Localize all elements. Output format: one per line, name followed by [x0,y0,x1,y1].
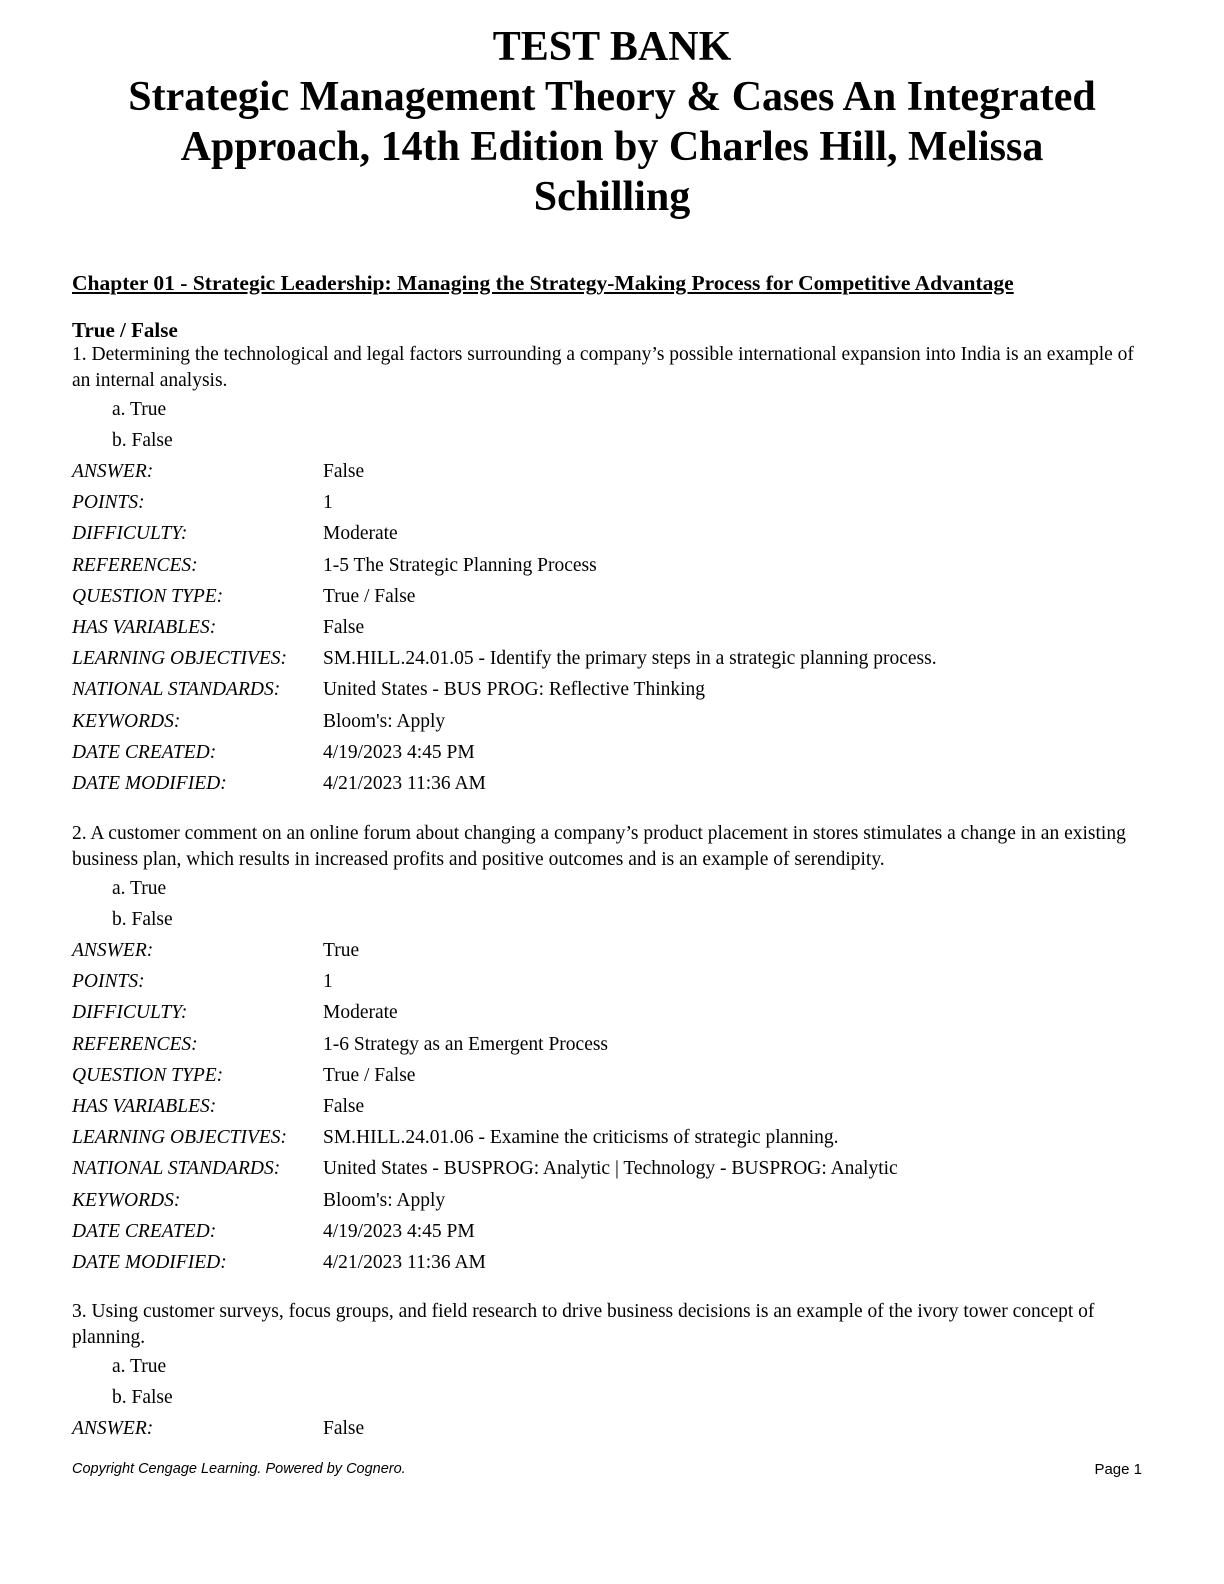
meta-date-created [72,737,1152,768]
meta-has-variables [72,1091,1152,1122]
meta-value: 1-6 Strategy as an Emergent Process [323,1033,609,1055]
meta-value: False [323,1096,365,1118]
title-line-3: Approach, 14th Edition by Charles Hill, Melissa [180,124,1044,170]
title-line-4: Schilling [533,174,691,220]
section-heading: True / False [72,318,178,342]
meta-value: Moderate [323,1002,398,1024]
meta-answer [72,456,1152,487]
meta-label: QUESTION TYPE: [72,585,224,607]
meta-label: DATE CREATED: [72,1220,217,1242]
choice-b: b. False [112,430,173,451]
meta-learning-objectives [72,643,1152,674]
footer-page-number: Page 1 [1094,1461,1142,1478]
meta-label: NATIONAL STANDARDS: [72,1158,281,1180]
meta-label: ANSWER: [72,940,154,961]
meta-value: 4/21/2023 11:36 AM [323,1252,486,1274]
question-3 [72,1299,1152,1444]
chapter-heading: Chapter 01 - Strategic Leadership: Managing the Strategy-Making Process for Competitive Advantage [72,271,1014,295]
meta-question-type [72,1060,1152,1091]
meta-keywords [72,1185,1152,1216]
meta-difficulty [72,518,1152,549]
meta-value: United States - BUSPROG: Analytic | Technology - BUSPROG: Analytic [323,1158,898,1180]
meta-value: SM.HILL.24.01.05 - Identify the primary steps in a strategic planning process. [323,648,937,670]
meta-label: QUESTION TYPE: [72,1064,224,1086]
meta-label: KEYWORDS: [72,710,181,732]
meta-value: Moderate [323,523,398,545]
meta-label: POINTS: [72,971,145,993]
question-1 [72,342,1152,799]
meta-value: False [323,617,365,639]
meta-has-variables [72,612,1152,643]
meta-difficulty [72,997,1152,1028]
meta-references [72,1029,1152,1060]
meta-label: KEYWORDS: [72,1189,181,1211]
question-2 [72,821,1152,1278]
meta-value: 4/19/2023 4:45 PM [323,1220,475,1242]
meta-date-created [72,1216,1152,1247]
meta-label: DATE MODIFIED: [72,773,227,795]
choice-a: a. True [112,399,167,420]
meta-label: HAS VARIABLES: [72,617,217,639]
meta-label: REFERENCES: [72,1033,198,1055]
meta-label: LEARNING OBJECTIVES: [72,648,288,670]
meta-value: SM.HILL.24.01.06 - Examine the criticisms of strategic planning. [323,1127,839,1149]
meta-learning-objectives [72,1122,1152,1153]
meta-answer [72,935,1152,966]
question-text: 1. Determining the technological and legal factors surrounding a company’s possible international expansion into India is an example of an internal analysis. [72,344,1134,391]
choice-a: a. True [112,1356,167,1377]
meta-label: NATIONAL STANDARDS: [72,679,281,701]
meta-value: False [323,461,365,482]
meta-date-modified [72,768,1152,799]
meta-date-modified [72,1247,1152,1278]
meta-label: POINTS: [72,492,145,514]
meta-label: HAS VARIABLES: [72,1096,217,1118]
meta-value: True / False [323,1064,416,1086]
meta-value: 1 [323,492,333,514]
meta-value: 1-5 The Strategic Planning Process [323,554,597,576]
title-line-1: TEST BANK [492,24,732,70]
meta-label: REFERENCES: [72,554,198,576]
meta-label: DATE CREATED: [72,741,217,763]
meta-value: True [323,940,360,961]
meta-national-standards [72,1153,1152,1184]
meta-points [72,487,1152,518]
meta-label: LEARNING OBJECTIVES: [72,1127,288,1149]
meta-value: True / False [323,585,416,607]
meta-label: ANSWER: [72,1418,154,1439]
question-text: 2. A customer comment on an online forum about changing a company’s product placement in stores stimulates a change in an existing business plan, which results in increased profits and positive outcomes and is an example of serendipity. [72,823,1126,870]
choice-a: a. True [112,878,167,899]
meta-label: ANSWER: [72,461,154,482]
meta-keywords [72,706,1152,737]
meta-label: DIFFICULTY: [72,1002,188,1024]
meta-points [72,966,1152,997]
meta-value: 4/21/2023 11:36 AM [323,773,486,795]
meta-question-type [72,581,1152,612]
title-line-2: Strategic Management Theory & Cases An Integrated [128,74,1096,120]
meta-value: False [323,1418,365,1439]
meta-value: Bloom's: Apply [323,710,446,732]
document-title [60,22,1164,222]
meta-references [72,550,1152,581]
choice-b: b. False [112,909,173,930]
meta-value: United States - BUS PROG: Reflective Thinking [323,679,706,701]
meta-answer [72,1413,1152,1444]
meta-label: DATE MODIFIED: [72,1252,227,1274]
meta-value: 4/19/2023 4:45 PM [323,741,475,763]
footer-copyright: Copyright Cengage Learning. Powered by Cognero. [72,1461,406,1477]
meta-value: 1 [323,971,333,993]
question-text: 3. Using customer surveys, focus groups, and field research to drive business decisions is an example of the ivory tower concept of planning. [72,1301,1095,1348]
meta-value: Bloom's: Apply [323,1189,446,1211]
meta-national-standards [72,674,1152,705]
choice-b: b. False [112,1387,173,1408]
meta-label: DIFFICULTY: [72,523,188,545]
